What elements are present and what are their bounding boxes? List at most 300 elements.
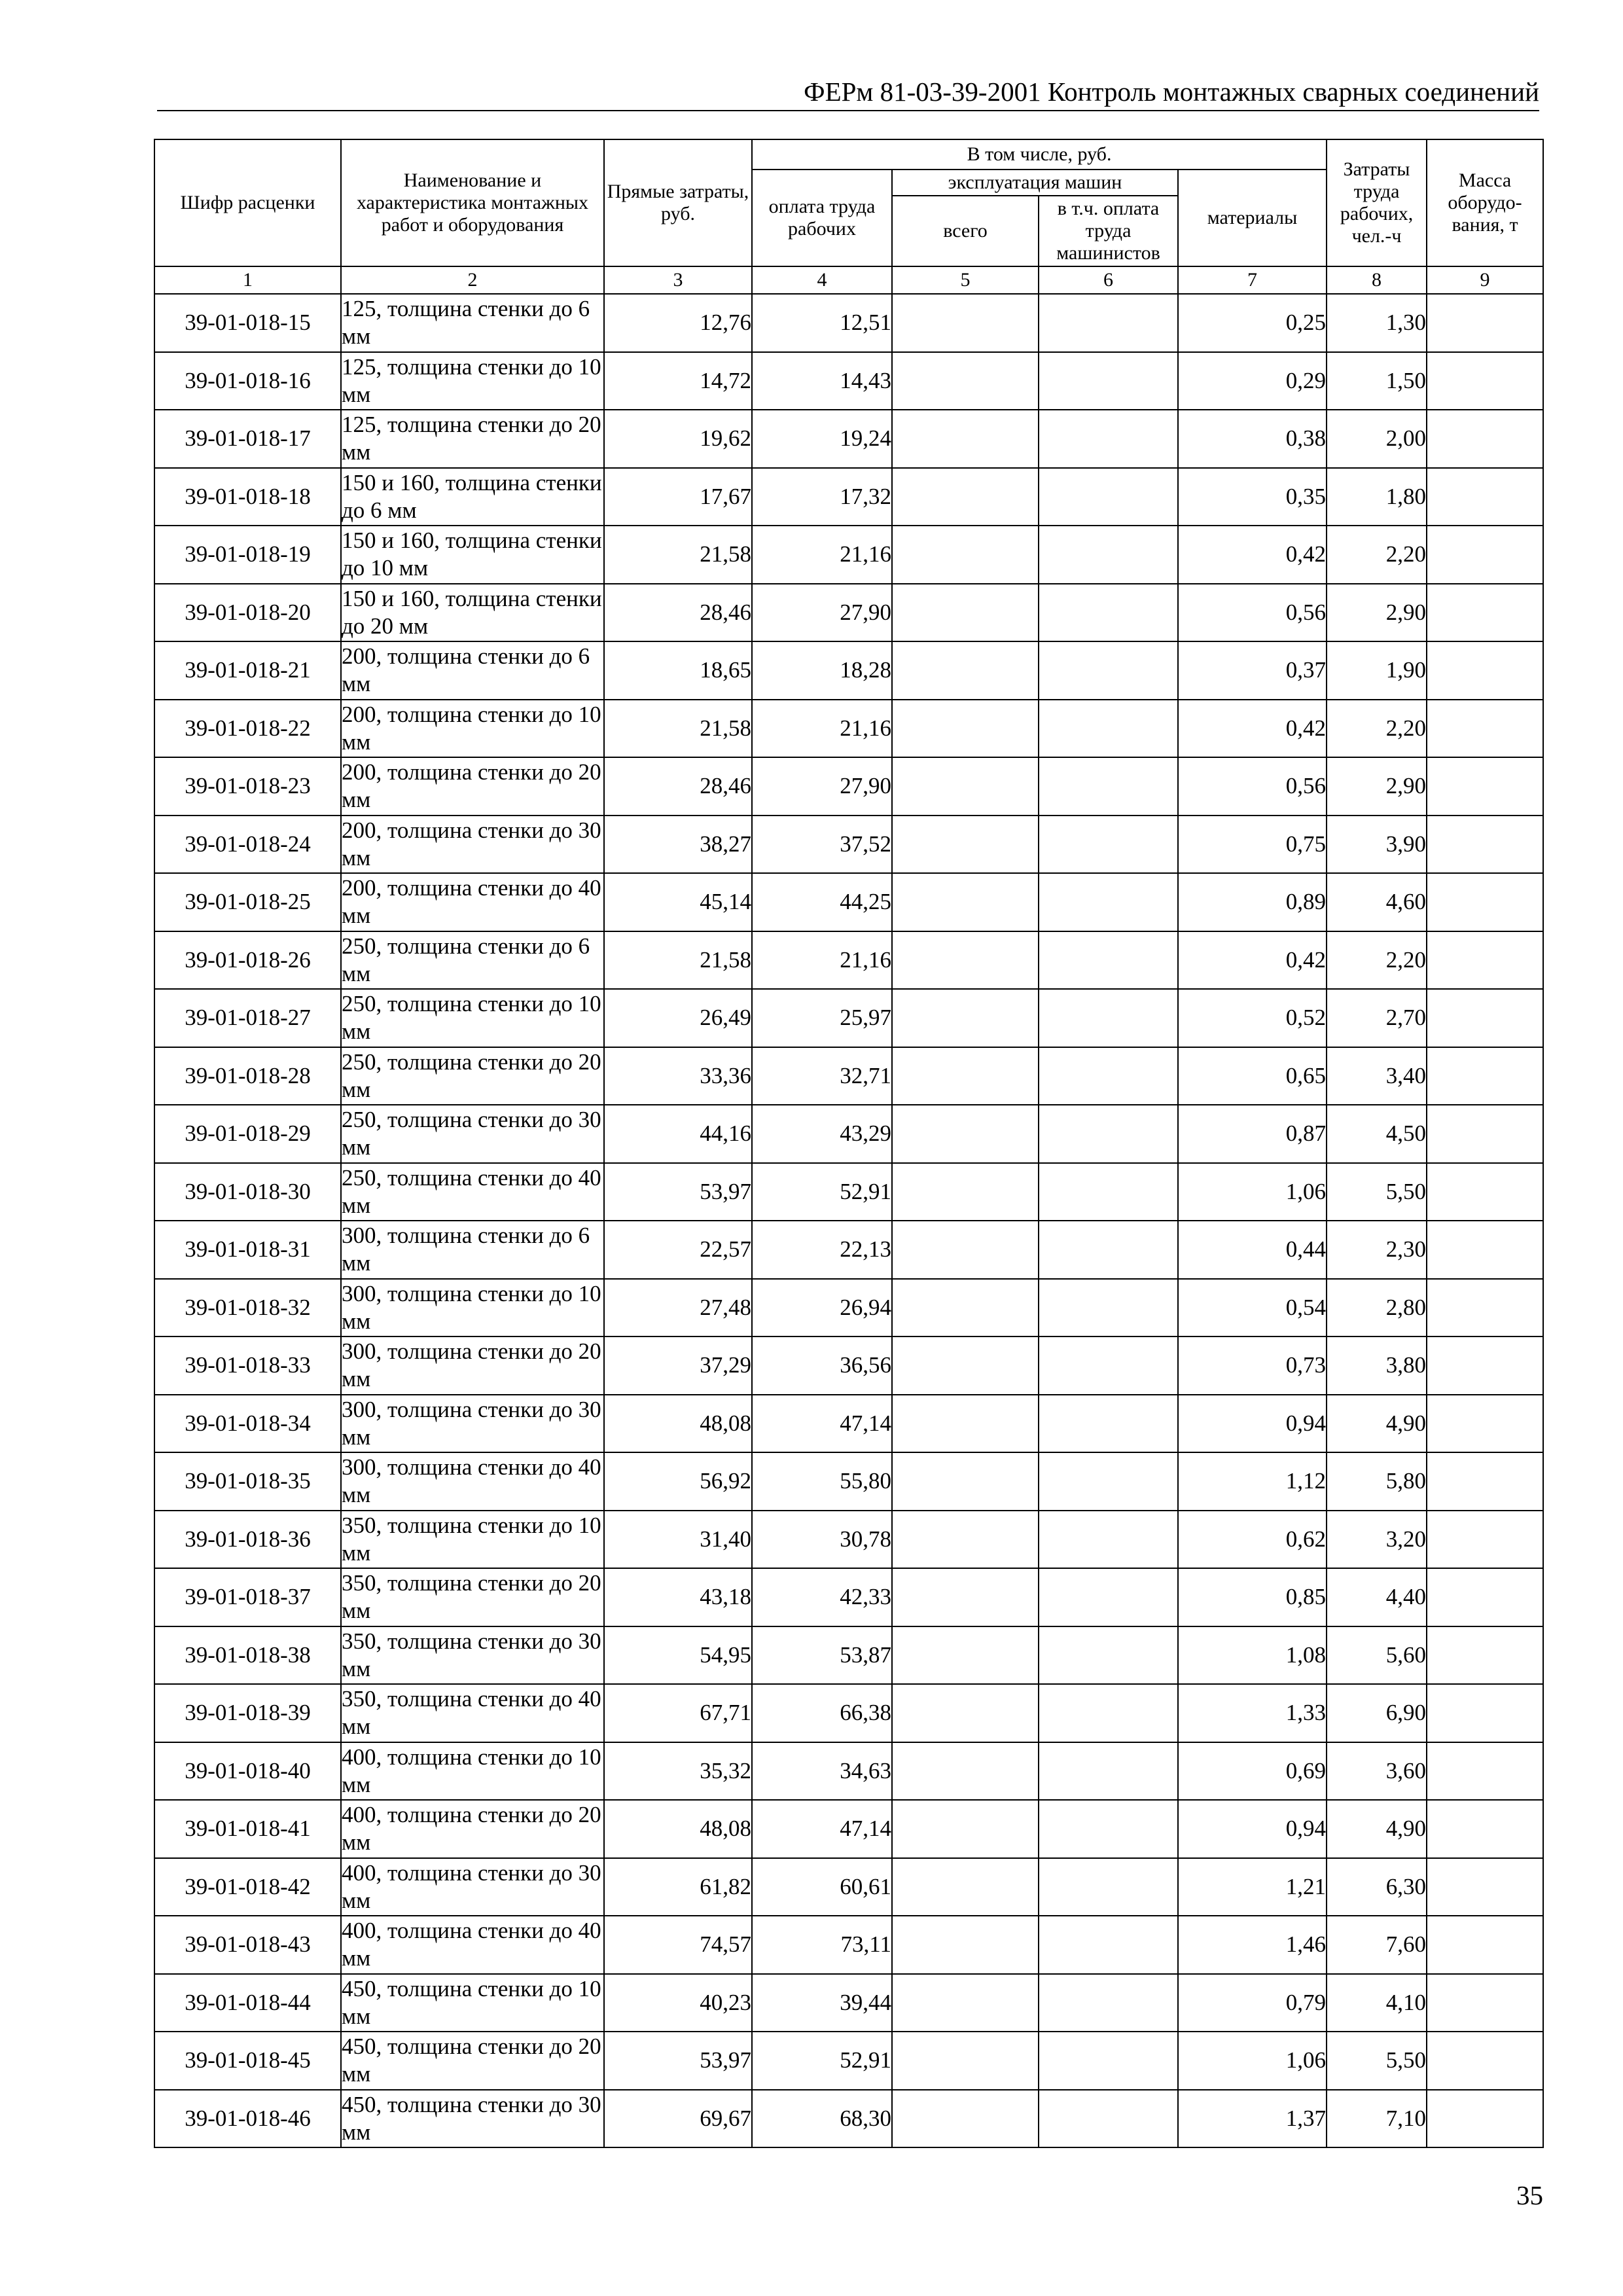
- direct-costs-cell: 38,27: [604, 816, 752, 874]
- materials-cell: 0,38: [1178, 410, 1327, 468]
- equipment-mass-cell: [1427, 410, 1543, 468]
- equipment-mass-cell: [1427, 1163, 1543, 1221]
- rate-code-cell: 39-01-018-43: [154, 1916, 341, 1974]
- labor-pay-cell: 12,51: [752, 294, 892, 352]
- rate-code-cell: 39-01-018-38: [154, 1626, 341, 1685]
- work-name-cell: 250, толщина стенки до 20 мм: [341, 1047, 604, 1105]
- direct-costs-cell: 19,62: [604, 410, 752, 468]
- work-name-cell: 300, толщина стенки до 20 мм: [341, 1336, 604, 1395]
- labor-pay-cell: 21,16: [752, 526, 892, 584]
- machines-operators-pay-cell: [1039, 410, 1178, 468]
- labor-cost-cell: 2,30: [1327, 1221, 1427, 1279]
- work-name-cell: 350, толщина стенки до 30 мм: [341, 1626, 604, 1685]
- rate-code-cell: 39-01-018-44: [154, 1974, 341, 2032]
- equipment-mass-cell: [1427, 2032, 1543, 2090]
- machines-operators-pay-cell: [1039, 1221, 1178, 1279]
- labor-pay-cell: 55,80: [752, 1452, 892, 1511]
- direct-costs-cell: 40,23: [604, 1974, 752, 2032]
- table-row: [154, 1452, 1543, 1511]
- labor-pay-cell: 36,56: [752, 1336, 892, 1395]
- direct-costs-cell: 61,82: [604, 1858, 752, 1916]
- machines-total-cell: [892, 1858, 1039, 1916]
- materials-cell: 0,35: [1178, 468, 1327, 526]
- equipment-mass-cell: [1427, 931, 1543, 990]
- machines-total-cell: [892, 1163, 1039, 1221]
- machines-operators-pay-cell: [1039, 526, 1178, 584]
- rate-code-cell: 39-01-018-18: [154, 468, 341, 526]
- equipment-mass-cell: [1427, 757, 1543, 816]
- machines-operators-pay-cell: [1039, 1047, 1178, 1105]
- table-row: [154, 2090, 1543, 2148]
- machines-total-cell: [892, 1974, 1039, 2032]
- machines-total-cell: [892, 2032, 1039, 2090]
- direct-costs-cell: 48,08: [604, 1395, 752, 1453]
- table-row: [154, 526, 1543, 584]
- header-code: Шифр расценки: [154, 139, 341, 266]
- labor-cost-cell: 1,90: [1327, 641, 1427, 700]
- work-name-cell: 125, толщина стенки до 6 мм: [341, 294, 604, 352]
- machines-total-cell: [892, 1279, 1039, 1337]
- labor-pay-cell: 37,52: [752, 816, 892, 874]
- machines-operators-pay-cell: [1039, 1626, 1178, 1685]
- rate-code-cell: 39-01-018-23: [154, 757, 341, 816]
- header-name: Наименование и характеристика монтажных работ и оборудования: [341, 139, 604, 266]
- machines-operators-pay-cell: [1039, 1395, 1178, 1453]
- labor-cost-cell: 6,30: [1327, 1858, 1427, 1916]
- labor-cost-cell: 3,80: [1327, 1336, 1427, 1395]
- machines-operators-pay-cell: [1039, 2090, 1178, 2148]
- machines-total-cell: [892, 1511, 1039, 1569]
- equipment-mass-cell: [1427, 816, 1543, 874]
- direct-costs-cell: 33,36: [604, 1047, 752, 1105]
- direct-costs-cell: 67,71: [604, 1684, 752, 1742]
- labor-pay-cell: 21,16: [752, 700, 892, 758]
- labor-pay-cell: 18,28: [752, 641, 892, 700]
- header-direct-costs: Прямые затраты, руб.: [604, 139, 752, 266]
- work-name-cell: 150 и 160, толщина стенки до 10 мм: [341, 526, 604, 584]
- direct-costs-cell: 74,57: [604, 1916, 752, 1974]
- materials-cell: 0,56: [1178, 757, 1327, 816]
- labor-pay-cell: 68,30: [752, 2090, 892, 2148]
- work-name-cell: 400, толщина стенки до 10 мм: [341, 1742, 604, 1801]
- work-name-cell: 250, толщина стенки до 30 мм: [341, 1105, 604, 1163]
- labor-pay-cell: 17,32: [752, 468, 892, 526]
- table-row: [154, 1742, 1543, 1801]
- header-labor-cost: Затраты труда рабочих, чел.-ч: [1327, 139, 1427, 266]
- machines-total-cell: [892, 931, 1039, 990]
- table-row: [154, 294, 1543, 352]
- direct-costs-cell: 43,18: [604, 1568, 752, 1626]
- labor-cost-cell: 6,90: [1327, 1684, 1427, 1742]
- labor-pay-cell: 43,29: [752, 1105, 892, 1163]
- rate-code-cell: 39-01-018-36: [154, 1511, 341, 1569]
- equipment-mass-cell: [1427, 468, 1543, 526]
- column-number: 9: [1427, 266, 1543, 294]
- work-name-cell: 125, толщина стенки до 10 мм: [341, 352, 604, 410]
- rate-code-cell: 39-01-018-37: [154, 1568, 341, 1626]
- materials-cell: 0,89: [1178, 873, 1327, 931]
- equipment-mass-cell: [1427, 352, 1543, 410]
- page-number: 35: [1516, 2180, 1543, 2210]
- machines-operators-pay-cell: [1039, 1974, 1178, 2032]
- direct-costs-cell: 14,72: [604, 352, 752, 410]
- labor-pay-cell: 66,38: [752, 1684, 892, 1742]
- equipment-mass-cell: [1427, 1221, 1543, 1279]
- header-labor-pay: оплата труда рабочих: [752, 170, 892, 266]
- work-name-cell: 350, толщина стенки до 20 мм: [341, 1568, 604, 1626]
- labor-cost-cell: 1,30: [1327, 294, 1427, 352]
- labor-cost-cell: 2,90: [1327, 584, 1427, 642]
- table-row: [154, 584, 1543, 642]
- rate-code-cell: 39-01-018-21: [154, 641, 341, 700]
- rate-code-cell: 39-01-018-24: [154, 816, 341, 874]
- labor-cost-cell: 4,40: [1327, 1568, 1427, 1626]
- labor-pay-cell: 21,16: [752, 931, 892, 990]
- work-name-cell: 200, толщина стенки до 20 мм: [341, 757, 604, 816]
- materials-cell: 0,65: [1178, 1047, 1327, 1105]
- machines-operators-pay-cell: [1039, 1163, 1178, 1221]
- equipment-mass-cell: [1427, 1105, 1543, 1163]
- rate-code-cell: 39-01-018-41: [154, 1800, 341, 1858]
- labor-cost-cell: 1,50: [1327, 352, 1427, 410]
- table-body: [154, 294, 1543, 2147]
- direct-costs-cell: 22,57: [604, 1221, 752, 1279]
- equipment-mass-cell: [1427, 1047, 1543, 1105]
- labor-pay-cell: 26,94: [752, 1279, 892, 1337]
- machines-total-cell: [892, 1684, 1039, 1742]
- machines-operators-pay-cell: [1039, 700, 1178, 758]
- direct-costs-cell: 53,97: [604, 2032, 752, 2090]
- machines-total-cell: [892, 1047, 1039, 1105]
- work-name-cell: 150 и 160, толщина стенки до 20 мм: [341, 584, 604, 642]
- equipment-mass-cell: [1427, 1916, 1543, 1974]
- direct-costs-cell: 56,92: [604, 1452, 752, 1511]
- work-name-cell: 250, толщина стенки до 40 мм: [341, 1163, 604, 1221]
- running-header: [157, 73, 1539, 111]
- materials-cell: 1,37: [1178, 2090, 1327, 2148]
- labor-pay-cell: 19,24: [752, 410, 892, 468]
- direct-costs-cell: 28,46: [604, 584, 752, 642]
- labor-cost-cell: 7,60: [1327, 1916, 1427, 1974]
- machines-total-cell: [892, 989, 1039, 1047]
- materials-cell: 1,12: [1178, 1452, 1327, 1511]
- direct-costs-cell: 54,95: [604, 1626, 752, 1685]
- work-name-cell: 200, толщина стенки до 40 мм: [341, 873, 604, 931]
- labor-cost-cell: 5,50: [1327, 1163, 1427, 1221]
- table-row: [154, 1974, 1543, 2032]
- machines-operators-pay-cell: [1039, 1336, 1178, 1395]
- table-row: [154, 1684, 1543, 1742]
- materials-cell: 0,79: [1178, 1974, 1327, 2032]
- work-name-cell: 400, толщина стенки до 20 мм: [341, 1800, 604, 1858]
- machines-operators-pay-cell: [1039, 1858, 1178, 1916]
- materials-cell: 1,21: [1178, 1858, 1327, 1916]
- rate-code-cell: 39-01-018-32: [154, 1279, 341, 1337]
- column-number: 6: [1039, 266, 1178, 294]
- labor-cost-cell: 4,90: [1327, 1800, 1427, 1858]
- direct-costs-cell: 18,65: [604, 641, 752, 700]
- machines-operators-pay-cell: [1039, 1568, 1178, 1626]
- column-number: 3: [604, 266, 752, 294]
- work-name-cell: 250, толщина стенки до 6 мм: [341, 931, 604, 990]
- labor-cost-cell: 2,70: [1327, 989, 1427, 1047]
- materials-cell: 1,46: [1178, 1916, 1327, 1974]
- rate-code-cell: 39-01-018-27: [154, 989, 341, 1047]
- column-number: 2: [341, 266, 604, 294]
- table-header: [154, 139, 1543, 294]
- materials-cell: 0,69: [1178, 1742, 1327, 1801]
- labor-pay-cell: 27,90: [752, 584, 892, 642]
- machines-total-cell: [892, 584, 1039, 642]
- labor-pay-cell: 53,87: [752, 1626, 892, 1685]
- machines-total-cell: [892, 1105, 1039, 1163]
- materials-cell: 1,06: [1178, 2032, 1327, 2090]
- rate-code-cell: 39-01-018-29: [154, 1105, 341, 1163]
- labor-pay-cell: 27,90: [752, 757, 892, 816]
- labor-cost-cell: 3,90: [1327, 816, 1427, 874]
- machines-total-cell: [892, 1626, 1039, 1685]
- rate-code-cell: 39-01-018-34: [154, 1395, 341, 1453]
- labor-cost-cell: 2,20: [1327, 931, 1427, 990]
- work-name-cell: 250, толщина стенки до 10 мм: [341, 989, 604, 1047]
- labor-cost-cell: 2,00: [1327, 410, 1427, 468]
- machines-total-cell: [892, 1395, 1039, 1453]
- table-row: [154, 1395, 1543, 1453]
- equipment-mass-cell: [1427, 873, 1543, 931]
- machines-total-cell: [892, 1452, 1039, 1511]
- materials-cell: 0,25: [1178, 294, 1327, 352]
- work-name-cell: 200, толщина стенки до 6 мм: [341, 641, 604, 700]
- rate-code-cell: 39-01-018-33: [154, 1336, 341, 1395]
- equipment-mass-cell: [1427, 1742, 1543, 1801]
- materials-cell: 1,08: [1178, 1626, 1327, 1685]
- labor-pay-cell: 30,78: [752, 1511, 892, 1569]
- equipment-mass-cell: [1427, 526, 1543, 584]
- table-row: [154, 1279, 1543, 1337]
- machines-operators-pay-cell: [1039, 2032, 1178, 2090]
- rate-code-cell: 39-01-018-39: [154, 1684, 341, 1742]
- table-row: [154, 757, 1543, 816]
- work-name-cell: 200, толщина стенки до 10 мм: [341, 700, 604, 758]
- materials-cell: 0,73: [1178, 1336, 1327, 1395]
- machines-total-cell: [892, 1742, 1039, 1801]
- document-title: ФЕРм 81-03-39-2001 Контроль монтажных сварных соединений: [804, 77, 1539, 107]
- labor-cost-cell: 5,50: [1327, 2032, 1427, 2090]
- equipment-mass-cell: [1427, 1511, 1543, 1569]
- work-name-cell: 300, толщина стенки до 30 мм: [341, 1395, 604, 1453]
- materials-cell: 0,42: [1178, 526, 1327, 584]
- rate-code-cell: 39-01-018-25: [154, 873, 341, 931]
- table-row: [154, 816, 1543, 874]
- labor-cost-cell: 4,90: [1327, 1395, 1427, 1453]
- materials-cell: 0,75: [1178, 816, 1327, 874]
- direct-costs-cell: 45,14: [604, 873, 752, 931]
- labor-pay-cell: 47,14: [752, 1800, 892, 1858]
- direct-costs-cell: 69,67: [604, 2090, 752, 2148]
- equipment-mass-cell: [1427, 1800, 1543, 1858]
- machines-total-cell: [892, 352, 1039, 410]
- direct-costs-cell: 12,76: [604, 294, 752, 352]
- direct-costs-cell: 44,16: [604, 1105, 752, 1163]
- rate-code-cell: 39-01-018-19: [154, 526, 341, 584]
- machines-operators-pay-cell: [1039, 1279, 1178, 1337]
- direct-costs-cell: 27,48: [604, 1279, 752, 1337]
- labor-cost-cell: 3,20: [1327, 1511, 1427, 1569]
- table-row: [154, 410, 1543, 468]
- equipment-mass-cell: [1427, 2090, 1543, 2148]
- machines-total-cell: [892, 1336, 1039, 1395]
- machines-total-cell: [892, 641, 1039, 700]
- work-name-cell: 300, толщина стенки до 40 мм: [341, 1452, 604, 1511]
- direct-costs-cell: 28,46: [604, 757, 752, 816]
- machines-operators-pay-cell: [1039, 1511, 1178, 1569]
- equipment-mass-cell: [1427, 641, 1543, 700]
- rate-code-cell: 39-01-018-30: [154, 1163, 341, 1221]
- table-row: [154, 1511, 1543, 1569]
- table-row: [154, 873, 1543, 931]
- machines-total-cell: [892, 700, 1039, 758]
- materials-cell: 1,06: [1178, 1163, 1327, 1221]
- equipment-mass-cell: [1427, 1626, 1543, 1685]
- table-row: [154, 1163, 1543, 1221]
- machines-operators-pay-cell: [1039, 468, 1178, 526]
- machines-operators-pay-cell: [1039, 873, 1178, 931]
- labor-pay-cell: 52,91: [752, 2032, 892, 2090]
- machines-operators-pay-cell: [1039, 294, 1178, 352]
- equipment-mass-cell: [1427, 1974, 1543, 2032]
- labor-cost-cell: 2,90: [1327, 757, 1427, 816]
- column-number: 1: [154, 266, 341, 294]
- labor-cost-cell: 4,10: [1327, 1974, 1427, 2032]
- header-machines: эксплуатация машин: [892, 170, 1178, 196]
- machines-operators-pay-cell: [1039, 1916, 1178, 1974]
- rate-code-cell: 39-01-018-40: [154, 1742, 341, 1801]
- equipment-mass-cell: [1427, 700, 1543, 758]
- rate-code-cell: 39-01-018-16: [154, 352, 341, 410]
- table-row: [154, 1800, 1543, 1858]
- table-row: [154, 989, 1543, 1047]
- materials-cell: 0,85: [1178, 1568, 1327, 1626]
- materials-cell: 0,54: [1178, 1279, 1327, 1337]
- labor-cost-cell: 2,20: [1327, 526, 1427, 584]
- rate-code-cell: 39-01-018-31: [154, 1221, 341, 1279]
- rate-code-cell: 39-01-018-20: [154, 584, 341, 642]
- machines-operators-pay-cell: [1039, 584, 1178, 642]
- table-row: [154, 931, 1543, 990]
- rate-code-cell: 39-01-018-26: [154, 931, 341, 990]
- table-row: [154, 1626, 1543, 1685]
- rate-code-cell: 39-01-018-22: [154, 700, 341, 758]
- materials-cell: 0,94: [1178, 1395, 1327, 1453]
- header-including: В том числе, руб.: [752, 139, 1327, 170]
- equipment-mass-cell: [1427, 1684, 1543, 1742]
- table-row: [154, 1105, 1543, 1163]
- materials-cell: 0,42: [1178, 931, 1327, 990]
- table-row: [154, 2032, 1543, 2090]
- machines-total-cell: [892, 526, 1039, 584]
- header-machines-operators: в т.ч. оплата труда машинистов: [1039, 196, 1178, 266]
- machines-total-cell: [892, 410, 1039, 468]
- labor-cost-cell: 3,60: [1327, 1742, 1427, 1801]
- machines-total-cell: [892, 1800, 1039, 1858]
- work-name-cell: 400, толщина стенки до 30 мм: [341, 1858, 604, 1916]
- rates-table: [154, 139, 1544, 2148]
- work-name-cell: 450, толщина стенки до 20 мм: [341, 2032, 604, 2090]
- labor-pay-cell: 60,61: [752, 1858, 892, 1916]
- machines-operators-pay-cell: [1039, 1452, 1178, 1511]
- labor-cost-cell: 4,50: [1327, 1105, 1427, 1163]
- direct-costs-cell: 35,32: [604, 1742, 752, 1801]
- header-equipment-mass: Масса оборудо-вания, т: [1427, 139, 1543, 266]
- machines-total-cell: [892, 757, 1039, 816]
- equipment-mass-cell: [1427, 1568, 1543, 1626]
- direct-costs-cell: 31,40: [604, 1511, 752, 1569]
- labor-pay-cell: 22,13: [752, 1221, 892, 1279]
- direct-costs-cell: 53,97: [604, 1163, 752, 1221]
- rate-code-cell: 39-01-018-42: [154, 1858, 341, 1916]
- labor-pay-cell: 32,71: [752, 1047, 892, 1105]
- labor-pay-cell: 34,63: [752, 1742, 892, 1801]
- table-row: [154, 1858, 1543, 1916]
- materials-cell: 0,42: [1178, 700, 1327, 758]
- machines-total-cell: [892, 1221, 1039, 1279]
- labor-cost-cell: 1,80: [1327, 468, 1427, 526]
- materials-cell: 0,37: [1178, 641, 1327, 700]
- direct-costs-cell: 21,58: [604, 931, 752, 990]
- labor-pay-cell: 52,91: [752, 1163, 892, 1221]
- machines-operators-pay-cell: [1039, 989, 1178, 1047]
- labor-pay-cell: 73,11: [752, 1916, 892, 1974]
- machines-operators-pay-cell: [1039, 352, 1178, 410]
- work-name-cell: 200, толщина стенки до 30 мм: [341, 816, 604, 874]
- column-number: 7: [1178, 266, 1327, 294]
- direct-costs-cell: 26,49: [604, 989, 752, 1047]
- labor-pay-cell: 47,14: [752, 1395, 892, 1453]
- labor-cost-cell: 5,80: [1327, 1452, 1427, 1511]
- work-name-cell: 125, толщина стенки до 20 мм: [341, 410, 604, 468]
- labor-cost-cell: 2,20: [1327, 700, 1427, 758]
- machines-operators-pay-cell: [1039, 757, 1178, 816]
- column-number: 8: [1327, 266, 1427, 294]
- materials-cell: 0,29: [1178, 352, 1327, 410]
- machines-operators-pay-cell: [1039, 641, 1178, 700]
- labor-pay-cell: 14,43: [752, 352, 892, 410]
- work-name-cell: 450, толщина стенки до 10 мм: [341, 1974, 604, 2032]
- rate-code-cell: 39-01-018-45: [154, 2032, 341, 2090]
- equipment-mass-cell: [1427, 584, 1543, 642]
- rate-code-cell: 39-01-018-46: [154, 2090, 341, 2148]
- work-name-cell: 150 и 160, толщина стенки до 6 мм: [341, 468, 604, 526]
- table-row: [154, 468, 1543, 526]
- machines-total-cell: [892, 294, 1039, 352]
- table-row: [154, 1336, 1543, 1395]
- equipment-mass-cell: [1427, 1395, 1543, 1453]
- materials-cell: 0,56: [1178, 584, 1327, 642]
- machines-operators-pay-cell: [1039, 816, 1178, 874]
- work-name-cell: 350, толщина стенки до 10 мм: [341, 1511, 604, 1569]
- machines-operators-pay-cell: [1039, 1684, 1178, 1742]
- materials-cell: 0,87: [1178, 1105, 1327, 1163]
- table-row: [154, 641, 1543, 700]
- equipment-mass-cell: [1427, 1336, 1543, 1395]
- machines-operators-pay-cell: [1039, 1742, 1178, 1801]
- equipment-mass-cell: [1427, 1279, 1543, 1337]
- rate-code-cell: 39-01-018-17: [154, 410, 341, 468]
- materials-cell: 0,52: [1178, 989, 1327, 1047]
- machines-total-cell: [892, 873, 1039, 931]
- table-row: [154, 352, 1543, 410]
- labor-pay-cell: 42,33: [752, 1568, 892, 1626]
